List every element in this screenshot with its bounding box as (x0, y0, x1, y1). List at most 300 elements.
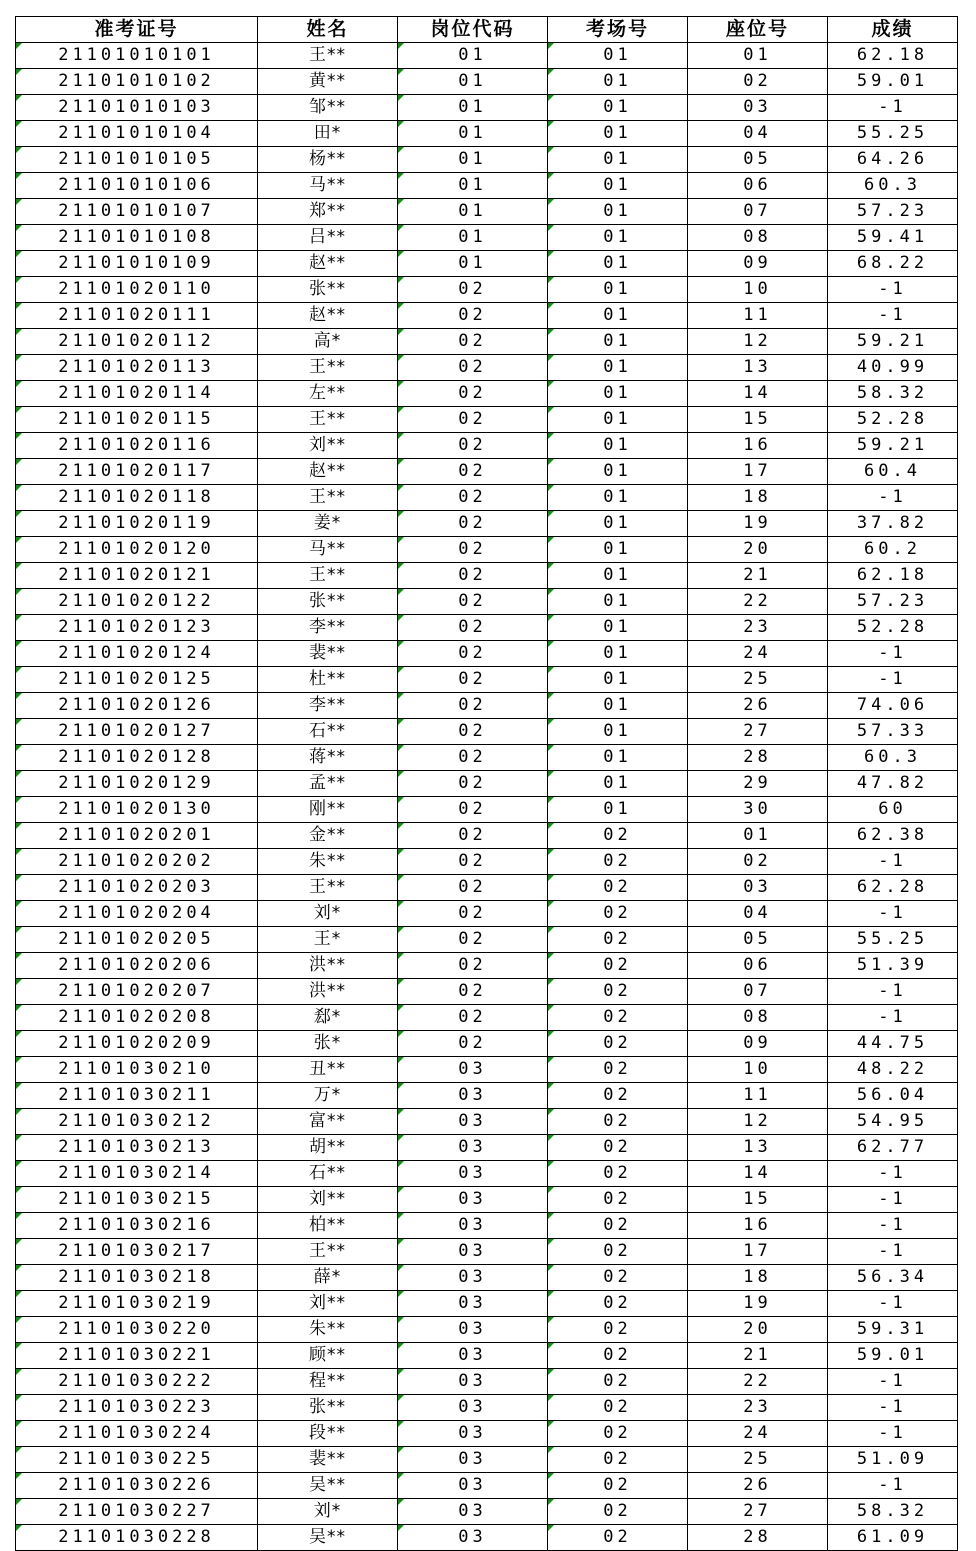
cell-exam-room[interactable]: 02 (548, 1525, 688, 1551)
cell-exam-room[interactable]: 01 (548, 719, 688, 745)
cell-seat-number[interactable]: 20 (688, 1317, 828, 1343)
cell-exam-room[interactable]: 01 (548, 43, 688, 69)
cell-exam-room[interactable]: 01 (548, 797, 688, 823)
cell-seat-number[interactable]: 23 (688, 1395, 828, 1421)
cell-exam-id[interactable]: 21101010103 (16, 95, 258, 121)
cell-position-code[interactable]: 03 (398, 1343, 548, 1369)
cell-position-code[interactable]: 02 (398, 771, 548, 797)
cell-exam-room[interactable]: 02 (548, 1317, 688, 1343)
cell-score[interactable]: -1 (828, 1473, 958, 1499)
cell-exam-id[interactable]: 21101020118 (16, 485, 258, 511)
cell-seat-number[interactable]: 26 (688, 1473, 828, 1499)
cell-exam-id[interactable]: 21101030218 (16, 1265, 258, 1291)
cell-seat-number[interactable]: 24 (688, 641, 828, 667)
cell-position-code[interactable]: 02 (398, 511, 548, 537)
cell-name[interactable]: 赵** (258, 459, 398, 485)
cell-seat-number[interactable]: 30 (688, 797, 828, 823)
cell-position-code[interactable]: 02 (398, 1031, 548, 1057)
cell-exam-id[interactable]: 21101010102 (16, 69, 258, 95)
cell-exam-room[interactable]: 02 (548, 1499, 688, 1525)
cell-name[interactable]: 洪** (258, 953, 398, 979)
cell-exam-id[interactable]: 21101030225 (16, 1447, 258, 1473)
cell-exam-id[interactable]: 21101010101 (16, 43, 258, 69)
cell-score[interactable]: 60.2 (828, 537, 958, 563)
cell-name[interactable]: 左** (258, 381, 398, 407)
cell-exam-room[interactable]: 01 (548, 667, 688, 693)
cell-exam-room[interactable]: 02 (548, 1343, 688, 1369)
cell-seat-number[interactable]: 02 (688, 69, 828, 95)
cell-exam-id[interactable]: 21101020126 (16, 693, 258, 719)
cell-seat-number[interactable]: 09 (688, 251, 828, 277)
cell-name[interactable]: 吕** (258, 225, 398, 251)
cell-position-code[interactable]: 03 (398, 1265, 548, 1291)
cell-seat-number[interactable]: 15 (688, 407, 828, 433)
cell-seat-number[interactable]: 21 (688, 563, 828, 589)
cell-score[interactable]: -1 (828, 1005, 958, 1031)
cell-position-code[interactable]: 02 (398, 381, 548, 407)
cell-exam-room[interactable]: 02 (548, 1109, 688, 1135)
cell-exam-id[interactable]: 21101020201 (16, 823, 258, 849)
cell-name[interactable]: 李** (258, 615, 398, 641)
cell-exam-room[interactable]: 02 (548, 901, 688, 927)
cell-score[interactable]: 61.09 (828, 1525, 958, 1551)
cell-name[interactable]: 王** (258, 563, 398, 589)
cell-seat-number[interactable]: 27 (688, 719, 828, 745)
cell-position-code[interactable]: 01 (398, 95, 548, 121)
cell-score[interactable]: -1 (828, 1161, 958, 1187)
cell-seat-number[interactable]: 26 (688, 693, 828, 719)
cell-score[interactable]: 59.21 (828, 433, 958, 459)
cell-position-code[interactable]: 02 (398, 615, 548, 641)
cell-name[interactable]: 刘** (258, 1291, 398, 1317)
cell-position-code[interactable]: 03 (398, 1317, 548, 1343)
cell-seat-number[interactable]: 24 (688, 1421, 828, 1447)
cell-name[interactable]: 金** (258, 823, 398, 849)
cell-score[interactable]: 60.4 (828, 459, 958, 485)
cell-position-code[interactable]: 03 (398, 1525, 548, 1551)
cell-score[interactable]: 59.21 (828, 329, 958, 355)
cell-position-code[interactable]: 02 (398, 355, 548, 381)
cell-exam-room[interactable]: 02 (548, 1265, 688, 1291)
cell-exam-id[interactable]: 21101020113 (16, 355, 258, 381)
cell-exam-id[interactable]: 21101020209 (16, 1031, 258, 1057)
cell-exam-room[interactable]: 01 (548, 173, 688, 199)
cell-position-code[interactable]: 03 (398, 1083, 548, 1109)
cell-exam-room[interactable]: 01 (548, 95, 688, 121)
cell-score[interactable]: 60.3 (828, 745, 958, 771)
cell-score[interactable]: 57.23 (828, 199, 958, 225)
cell-exam-id[interactable]: 21101020205 (16, 927, 258, 953)
cell-exam-id[interactable]: 21101020208 (16, 1005, 258, 1031)
cell-name[interactable]: 姜* (258, 511, 398, 537)
cell-exam-id[interactable]: 21101030228 (16, 1525, 258, 1551)
cell-position-code[interactable]: 02 (398, 693, 548, 719)
cell-name[interactable]: 柏** (258, 1213, 398, 1239)
cell-score[interactable]: 56.04 (828, 1083, 958, 1109)
cell-seat-number[interactable]: 07 (688, 979, 828, 1005)
cell-position-code[interactable]: 03 (398, 1109, 548, 1135)
cell-exam-id[interactable]: 21101020116 (16, 433, 258, 459)
cell-position-code[interactable]: 02 (398, 329, 548, 355)
header-exam-id[interactable]: 准考证号 (16, 17, 258, 43)
cell-position-code[interactable]: 02 (398, 1005, 548, 1031)
cell-name[interactable]: 张** (258, 277, 398, 303)
cell-exam-room[interactable]: 02 (548, 1395, 688, 1421)
cell-position-code[interactable]: 03 (398, 1057, 548, 1083)
cell-exam-room[interactable]: 01 (548, 355, 688, 381)
cell-name[interactable]: 张* (258, 1031, 398, 1057)
cell-exam-room[interactable]: 02 (548, 1161, 688, 1187)
cell-exam-room[interactable]: 01 (548, 277, 688, 303)
cell-name[interactable]: 杨** (258, 147, 398, 173)
cell-position-code[interactable]: 02 (398, 875, 548, 901)
cell-position-code[interactable]: 02 (398, 823, 548, 849)
cell-score[interactable]: -1 (828, 641, 958, 667)
cell-name[interactable]: 马** (258, 537, 398, 563)
cell-seat-number[interactable]: 12 (688, 1109, 828, 1135)
cell-score[interactable]: 59.41 (828, 225, 958, 251)
cell-seat-number[interactable]: 15 (688, 1187, 828, 1213)
cell-position-code[interactable]: 02 (398, 537, 548, 563)
cell-seat-number[interactable]: 25 (688, 1447, 828, 1473)
cell-score[interactable]: 57.23 (828, 589, 958, 615)
cell-position-code[interactable]: 01 (398, 225, 548, 251)
cell-score[interactable]: 47.82 (828, 771, 958, 797)
cell-seat-number[interactable]: 27 (688, 1499, 828, 1525)
cell-seat-number[interactable]: 06 (688, 173, 828, 199)
cell-score[interactable]: 57.33 (828, 719, 958, 745)
cell-position-code[interactable]: 02 (398, 277, 548, 303)
cell-score[interactable]: -1 (828, 667, 958, 693)
cell-seat-number[interactable]: 09 (688, 1031, 828, 1057)
cell-score[interactable]: -1 (828, 1187, 958, 1213)
cell-exam-id[interactable]: 21101030227 (16, 1499, 258, 1525)
cell-exam-room[interactable]: 01 (548, 693, 688, 719)
cell-exam-room[interactable]: 02 (548, 927, 688, 953)
cell-exam-id[interactable]: 21101020124 (16, 641, 258, 667)
cell-seat-number[interactable]: 12 (688, 329, 828, 355)
cell-name[interactable]: 吴** (258, 1525, 398, 1551)
cell-seat-number[interactable]: 17 (688, 1239, 828, 1265)
header-score[interactable]: 成绩 (828, 17, 958, 43)
cell-score[interactable]: 59.31 (828, 1317, 958, 1343)
cell-position-code[interactable]: 01 (398, 69, 548, 95)
cell-exam-id[interactable]: 21101030212 (16, 1109, 258, 1135)
cell-exam-room[interactable]: 02 (548, 1187, 688, 1213)
cell-name[interactable]: 王** (258, 43, 398, 69)
cell-score[interactable]: -1 (828, 1291, 958, 1317)
cell-exam-id[interactable]: 21101030224 (16, 1421, 258, 1447)
cell-name[interactable]: 朱** (258, 849, 398, 875)
cell-exam-id[interactable]: 21101020111 (16, 303, 258, 329)
cell-name[interactable]: 刘* (258, 1499, 398, 1525)
cell-score[interactable]: 58.32 (828, 1499, 958, 1525)
cell-exam-id[interactable]: 21101020120 (16, 537, 258, 563)
cell-position-code[interactable]: 02 (398, 303, 548, 329)
cell-score[interactable]: 55.25 (828, 121, 958, 147)
cell-exam-room[interactable]: 01 (548, 381, 688, 407)
cell-seat-number[interactable]: 02 (688, 849, 828, 875)
cell-score[interactable]: 60 (828, 797, 958, 823)
cell-score[interactable]: 52.28 (828, 407, 958, 433)
cell-exam-id[interactable]: 21101020203 (16, 875, 258, 901)
cell-seat-number[interactable]: 18 (688, 485, 828, 511)
cell-score[interactable]: 58.32 (828, 381, 958, 407)
cell-position-code[interactable]: 02 (398, 927, 548, 953)
cell-seat-number[interactable]: 05 (688, 927, 828, 953)
cell-exam-id[interactable]: 21101020121 (16, 563, 258, 589)
cell-name[interactable]: 田* (258, 121, 398, 147)
cell-exam-room[interactable]: 02 (548, 1031, 688, 1057)
cell-exam-room[interactable]: 02 (548, 1421, 688, 1447)
cell-exam-id[interactable]: 21101020128 (16, 745, 258, 771)
cell-seat-number[interactable]: 11 (688, 1083, 828, 1109)
cell-seat-number[interactable]: 17 (688, 459, 828, 485)
cell-name[interactable]: 富** (258, 1109, 398, 1135)
cell-exam-room[interactable]: 01 (548, 329, 688, 355)
cell-exam-id[interactable]: 21101020207 (16, 979, 258, 1005)
cell-seat-number[interactable]: 10 (688, 277, 828, 303)
cell-score[interactable]: 40.99 (828, 355, 958, 381)
cell-name[interactable]: 王** (258, 355, 398, 381)
cell-score[interactable]: 37.82 (828, 511, 958, 537)
cell-exam-id[interactable]: 21101020127 (16, 719, 258, 745)
cell-exam-room[interactable]: 01 (548, 199, 688, 225)
cell-seat-number[interactable]: 14 (688, 381, 828, 407)
cell-exam-room[interactable]: 02 (548, 1239, 688, 1265)
cell-exam-id[interactable]: 21101020204 (16, 901, 258, 927)
cell-exam-id[interactable]: 21101010108 (16, 225, 258, 251)
cell-name[interactable]: 顾** (258, 1343, 398, 1369)
cell-exam-id[interactable]: 21101020119 (16, 511, 258, 537)
cell-score[interactable]: 59.01 (828, 69, 958, 95)
cell-position-code[interactable]: 02 (398, 979, 548, 1005)
header-name[interactable]: 姓名 (258, 17, 398, 43)
cell-position-code[interactable]: 02 (398, 849, 548, 875)
cell-name[interactable]: 蒋** (258, 745, 398, 771)
cell-seat-number[interactable]: 08 (688, 1005, 828, 1031)
cell-position-code[interactable]: 02 (398, 459, 548, 485)
cell-position-code[interactable]: 03 (398, 1447, 548, 1473)
cell-position-code[interactable]: 02 (398, 667, 548, 693)
cell-position-code[interactable]: 01 (398, 43, 548, 69)
cell-name[interactable]: 张** (258, 589, 398, 615)
cell-score[interactable]: 62.38 (828, 823, 958, 849)
cell-seat-number[interactable]: 13 (688, 1135, 828, 1161)
cell-score[interactable]: 51.39 (828, 953, 958, 979)
cell-name[interactable]: 刘** (258, 433, 398, 459)
cell-exam-room[interactable]: 01 (548, 537, 688, 563)
cell-position-code[interactable]: 02 (398, 433, 548, 459)
cell-seat-number[interactable]: 11 (688, 303, 828, 329)
header-seat-number[interactable]: 座位号 (688, 17, 828, 43)
cell-exam-id[interactable]: 21101030213 (16, 1135, 258, 1161)
cell-exam-room[interactable]: 01 (548, 589, 688, 615)
cell-exam-room[interactable]: 02 (548, 979, 688, 1005)
cell-exam-room[interactable]: 01 (548, 303, 688, 329)
cell-score[interactable]: 62.28 (828, 875, 958, 901)
cell-exam-id[interactable]: 21101030216 (16, 1213, 258, 1239)
cell-name[interactable]: 洪** (258, 979, 398, 1005)
cell-name[interactable]: 丑** (258, 1057, 398, 1083)
cell-name[interactable]: 石** (258, 719, 398, 745)
cell-name[interactable]: 张** (258, 1395, 398, 1421)
cell-position-code[interactable]: 03 (398, 1187, 548, 1213)
cell-exam-room[interactable]: 02 (548, 1057, 688, 1083)
cell-exam-room[interactable]: 01 (548, 641, 688, 667)
cell-exam-room[interactable]: 01 (548, 563, 688, 589)
cell-score[interactable]: -1 (828, 485, 958, 511)
cell-name[interactable]: 刘** (258, 1187, 398, 1213)
cell-position-code[interactable]: 01 (398, 173, 548, 199)
cell-name[interactable]: 刚** (258, 797, 398, 823)
cell-position-code[interactable]: 02 (398, 719, 548, 745)
cell-score[interactable]: -1 (828, 1369, 958, 1395)
cell-position-code[interactable]: 02 (398, 797, 548, 823)
cell-position-code[interactable]: 03 (398, 1499, 548, 1525)
cell-seat-number[interactable]: 13 (688, 355, 828, 381)
cell-seat-number[interactable]: 04 (688, 121, 828, 147)
cell-exam-id[interactable]: 21101020130 (16, 797, 258, 823)
cell-seat-number[interactable]: 28 (688, 745, 828, 771)
cell-seat-number[interactable]: 01 (688, 43, 828, 69)
cell-position-code[interactable]: 01 (398, 121, 548, 147)
cell-position-code[interactable]: 03 (398, 1291, 548, 1317)
cell-name[interactable]: 胡** (258, 1135, 398, 1161)
cell-exam-id[interactable]: 21101030223 (16, 1395, 258, 1421)
cell-seat-number[interactable]: 25 (688, 667, 828, 693)
cell-position-code[interactable]: 03 (398, 1473, 548, 1499)
cell-exam-id[interactable]: 21101030226 (16, 1473, 258, 1499)
cell-exam-room[interactable]: 01 (548, 615, 688, 641)
cell-seat-number[interactable]: 16 (688, 433, 828, 459)
cell-exam-room[interactable]: 01 (548, 121, 688, 147)
cell-name[interactable]: 李** (258, 693, 398, 719)
cell-score[interactable]: 56.34 (828, 1265, 958, 1291)
cell-position-code[interactable]: 03 (398, 1395, 548, 1421)
cell-name[interactable]: 赵** (258, 251, 398, 277)
cell-exam-room[interactable]: 02 (548, 1369, 688, 1395)
cell-exam-id[interactable]: 21101010106 (16, 173, 258, 199)
cell-position-code[interactable]: 02 (398, 953, 548, 979)
cell-exam-room[interactable]: 02 (548, 953, 688, 979)
cell-name[interactable]: 黄** (258, 69, 398, 95)
cell-score[interactable]: 60.3 (828, 173, 958, 199)
cell-exam-id[interactable]: 21101030214 (16, 1161, 258, 1187)
cell-score[interactable]: 52.28 (828, 615, 958, 641)
cell-position-code[interactable]: 01 (398, 251, 548, 277)
cell-position-code[interactable]: 02 (398, 485, 548, 511)
cell-exam-id[interactable]: 21101020117 (16, 459, 258, 485)
cell-exam-id[interactable]: 21101010105 (16, 147, 258, 173)
cell-name[interactable]: 裴** (258, 1447, 398, 1473)
cell-seat-number[interactable]: 08 (688, 225, 828, 251)
cell-score[interactable]: 55.25 (828, 927, 958, 953)
cell-exam-id[interactable]: 21101020122 (16, 589, 258, 615)
cell-exam-id[interactable]: 21101030210 (16, 1057, 258, 1083)
cell-position-code[interactable]: 02 (398, 563, 548, 589)
cell-name[interactable]: 王** (258, 875, 398, 901)
cell-exam-room[interactable]: 01 (548, 251, 688, 277)
cell-score[interactable]: 62.77 (828, 1135, 958, 1161)
cell-name[interactable]: 赵** (258, 303, 398, 329)
cell-exam-room[interactable]: 01 (548, 459, 688, 485)
cell-exam-room[interactable]: 02 (548, 1447, 688, 1473)
cell-score[interactable]: 48.22 (828, 1057, 958, 1083)
cell-name[interactable]: 段** (258, 1421, 398, 1447)
cell-exam-id[interactable]: 21101030211 (16, 1083, 258, 1109)
cell-seat-number[interactable]: 23 (688, 615, 828, 641)
cell-score[interactable]: -1 (828, 303, 958, 329)
cell-position-code[interactable]: 03 (398, 1161, 548, 1187)
cell-exam-room[interactable]: 01 (548, 771, 688, 797)
cell-score[interactable]: -1 (828, 95, 958, 121)
cell-score[interactable]: -1 (828, 849, 958, 875)
cell-position-code[interactable]: 02 (398, 589, 548, 615)
cell-seat-number[interactable]: 14 (688, 1161, 828, 1187)
cell-seat-number[interactable]: 03 (688, 95, 828, 121)
cell-exam-room[interactable]: 01 (548, 407, 688, 433)
cell-seat-number[interactable]: 20 (688, 537, 828, 563)
header-position-code[interactable]: 岗位代码 (398, 17, 548, 43)
cell-exam-id[interactable]: 21101030219 (16, 1291, 258, 1317)
cell-score[interactable]: -1 (828, 277, 958, 303)
cell-exam-room[interactable]: 02 (548, 1291, 688, 1317)
cell-exam-id[interactable]: 21101020114 (16, 381, 258, 407)
cell-position-code[interactable]: 02 (398, 745, 548, 771)
cell-position-code[interactable]: 03 (398, 1369, 548, 1395)
cell-exam-id[interactable]: 21101020112 (16, 329, 258, 355)
cell-exam-id[interactable]: 21101020125 (16, 667, 258, 693)
cell-seat-number[interactable]: 01 (688, 823, 828, 849)
cell-score[interactable]: 44.75 (828, 1031, 958, 1057)
cell-name[interactable]: 马** (258, 173, 398, 199)
cell-seat-number[interactable]: 06 (688, 953, 828, 979)
cell-name[interactable]: 杜** (258, 667, 398, 693)
cell-name[interactable]: 薛* (258, 1265, 398, 1291)
cell-name[interactable]: 邹** (258, 95, 398, 121)
cell-exam-room[interactable]: 02 (548, 1005, 688, 1031)
cell-exam-room[interactable]: 02 (548, 1135, 688, 1161)
cell-score[interactable]: 62.18 (828, 43, 958, 69)
cell-exam-id[interactable]: 21101010107 (16, 199, 258, 225)
cell-score[interactable]: -1 (828, 979, 958, 1005)
cell-score[interactable]: 54.95 (828, 1109, 958, 1135)
cell-score[interactable]: -1 (828, 901, 958, 927)
cell-exam-id[interactable]: 21101010109 (16, 251, 258, 277)
cell-name[interactable]: 王** (258, 1239, 398, 1265)
cell-seat-number[interactable]: 05 (688, 147, 828, 173)
cell-exam-id[interactable]: 21101020129 (16, 771, 258, 797)
cell-exam-room[interactable]: 01 (548, 69, 688, 95)
cell-name[interactable]: 王** (258, 485, 398, 511)
cell-score[interactable]: 64.26 (828, 147, 958, 173)
cell-exam-room[interactable]: 01 (548, 147, 688, 173)
cell-seat-number[interactable]: 29 (688, 771, 828, 797)
cell-exam-room[interactable]: 02 (548, 1473, 688, 1499)
cell-score[interactable]: -1 (828, 1421, 958, 1447)
cell-exam-id[interactable]: 21101020110 (16, 277, 258, 303)
cell-exam-id[interactable]: 21101020202 (16, 849, 258, 875)
cell-name[interactable]: 裴** (258, 641, 398, 667)
cell-exam-room[interactable]: 01 (548, 745, 688, 771)
cell-position-code[interactable]: 02 (398, 641, 548, 667)
cell-exam-id[interactable]: 21101020115 (16, 407, 258, 433)
header-exam-room[interactable]: 考场号 (548, 17, 688, 43)
cell-score[interactable]: -1 (828, 1239, 958, 1265)
cell-name[interactable]: 万* (258, 1083, 398, 1109)
cell-seat-number[interactable]: 21 (688, 1343, 828, 1369)
